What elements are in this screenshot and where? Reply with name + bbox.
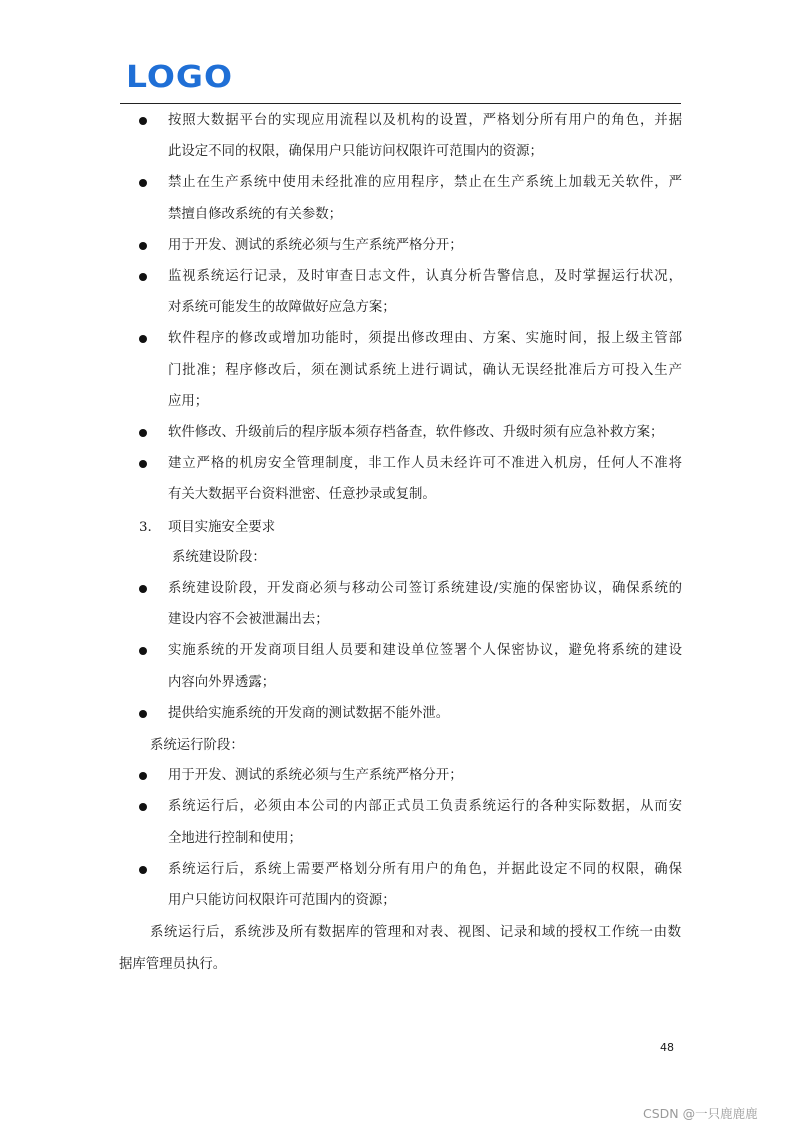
bullet-icon <box>139 179 147 187</box>
list-item-line: 应用； <box>168 393 209 409</box>
list-item-line: 用于开发、测试的系统必须与生产系统严格分开； <box>168 237 463 253</box>
phase-heading-run: 系统运行阶段： <box>150 738 244 753</box>
section-title: 项目实施安全要求 <box>168 519 276 535</box>
list-item-line: 实施系统的开发商项目组人员要和建设单位签署个人保密协议，避免将系统的建设 <box>168 643 682 659</box>
list-item-line: 建设内容不会被泄漏出去； <box>168 612 329 628</box>
list-item-line: 内容向外界透露； <box>168 674 276 690</box>
bullet-icon <box>139 460 147 468</box>
closing-paragraph-line: 据库管理员执行。 <box>119 957 227 973</box>
list-item-line: 门批准；程序修改后，须在测试系统上进行调试，确认无误经批准后方可投入生产 <box>168 362 682 378</box>
bullet-icon <box>139 429 147 437</box>
bullet-icon <box>139 772 147 780</box>
list-item-line: 对系统可能发生的故障做好应急方案； <box>168 300 396 316</box>
list-item-line: 用户只能访问权限许可范围内的资源； <box>168 893 396 908</box>
bullet-icon <box>139 585 147 593</box>
bullet-icon <box>139 242 147 250</box>
list-item-line: 系统运行后，必须由本公司的内部正式员工负责系统运行的各种实际数据，从而安 <box>168 799 682 815</box>
closing-paragraph-line: 系统运行后，系统涉及所有数据库的管理和对表、视图、记录和域的授权工作统一由数 <box>150 925 681 941</box>
list-item-line: 有关大数据平台资料泄密、任意抄录或复制。 <box>168 487 436 503</box>
list-item-line: 监视系统运行记录，及时审查日志文件，认真分析告警信息，及时掌握运行状况， <box>168 269 682 284</box>
list-item-line: 按照大数据平台的实现应用流程以及机构的设置，严格划分所有用户的角色，并据 <box>168 113 682 128</box>
list-item-line: 全地进行控制和使用； <box>168 830 302 846</box>
csdn-watermark: CSDN @一只鹿鹿鹿 <box>643 1106 758 1121</box>
bullet-icon <box>139 866 147 874</box>
list-item-line: 软件程序的修改或增加功能时，须提出修改理由、方案、实施时间，报上级主管部 <box>168 331 682 347</box>
list-item-line: 禁擅自修改系统的有关参数； <box>168 206 343 222</box>
list-item-line: 系统运行后，系统上需要严格划分所有用户的角色，并据此设定不同的权限，确保 <box>168 861 682 877</box>
list-item-line: 禁止在生产系统中使用未经批准的应用程序，禁止在生产系统上加载无关软件，严 <box>168 175 682 191</box>
bullet-icon <box>139 117 147 125</box>
bullet-icon <box>139 273 147 281</box>
list-item-line: 提供给实施系统的开发商的测试数据不能外泄。 <box>168 705 450 721</box>
bullet-icon <box>139 710 147 718</box>
page-number: 48 <box>660 1041 674 1054</box>
list-item-line: 建立严格的机房安全管理制度，非工作人员未经许可不准进入机房，任何人不准将 <box>168 456 682 472</box>
company-logo: LOGO <box>126 58 234 95</box>
list-item-line: 软件修改、升级前后的程序版本须存档备查，软件修改、升级时须有应急补救方案； <box>168 425 664 440</box>
bullet-icon <box>139 803 147 811</box>
list-item-line: 系统建设阶段，开发商必须与移动公司签订系统建设/实施的保密协议，确保系统的 <box>168 581 682 596</box>
list-item-line: 此设定不同的权限，确保用户只能访问权限许可范围内的资源； <box>168 144 543 160</box>
list-item-line: 用于开发、测试的系统必须与生产系统严格分开； <box>168 768 463 784</box>
bullet-icon <box>139 647 147 655</box>
bullet-icon <box>139 335 147 343</box>
phase-heading-build: 系统建设阶段： <box>172 549 266 565</box>
section-number: 3. <box>139 519 152 535</box>
header-divider <box>120 103 681 104</box>
